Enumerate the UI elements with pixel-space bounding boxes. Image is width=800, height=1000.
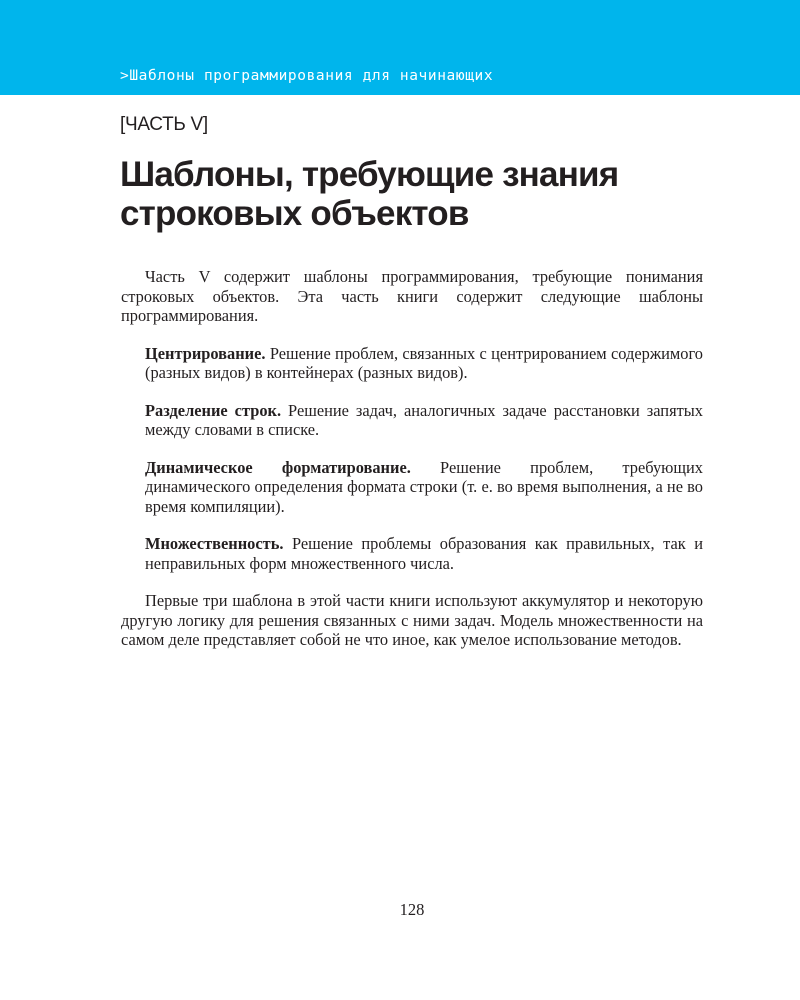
page-number: 128 bbox=[399, 900, 425, 919]
pattern-name: Центрирование. bbox=[145, 343, 266, 363]
pattern-name: Разделение строк. bbox=[145, 400, 282, 420]
body-text bbox=[121, 267, 703, 650]
header-band bbox=[0, 0, 800, 95]
pattern-item-dynamic-formatting bbox=[121, 458, 703, 517]
pattern-item-centering bbox=[121, 344, 703, 383]
pattern-description: Решение проблем, связанных с центрированием содержимого (разных видов) в контейнерах (разных видов). bbox=[145, 343, 703, 382]
pattern-name: Множественность. bbox=[145, 534, 284, 553]
chapter-title-line-1: Шаблоны, требующие знания bbox=[120, 155, 619, 194]
pattern-item-string-splitting bbox=[121, 401, 703, 440]
chapter-title bbox=[120, 155, 720, 233]
pattern-description: Решение проблемы образования как правильных, так и неправильных форм множественного числа. bbox=[145, 534, 703, 573]
pattern-item-plurality bbox=[121, 534, 703, 573]
pattern-name: Динамическое форматирование. bbox=[145, 457, 411, 477]
intro-paragraph: Часть V содержит шаблоны программирования, требующие понимания строковых объектов. Эта часть книги содержит следующие шаблоны программирования. bbox=[121, 267, 703, 325]
pattern-description: Решение проблем, требующих динамического определения формата строки (т. е. во время выполнения, а не во время компиляции). bbox=[145, 457, 703, 516]
part-label: [ЧАСТЬ V] bbox=[120, 114, 208, 135]
chapter-title-line-2: строковых объектов bbox=[120, 194, 469, 233]
pattern-description: Решение задач, аналогичных задаче расстановки запятых между словами в списке. bbox=[145, 400, 703, 439]
closing-paragraph: Первые три шаблона в этой части книги используют аккумулятор и некоторую другую логику для решения связанных с ними задач. Модель множественности на самом деле представляет собой не что иное, как умелое использование методов. bbox=[121, 591, 703, 649]
running-header-title: >Шаблоны программирования для начинающих bbox=[120, 68, 494, 84]
